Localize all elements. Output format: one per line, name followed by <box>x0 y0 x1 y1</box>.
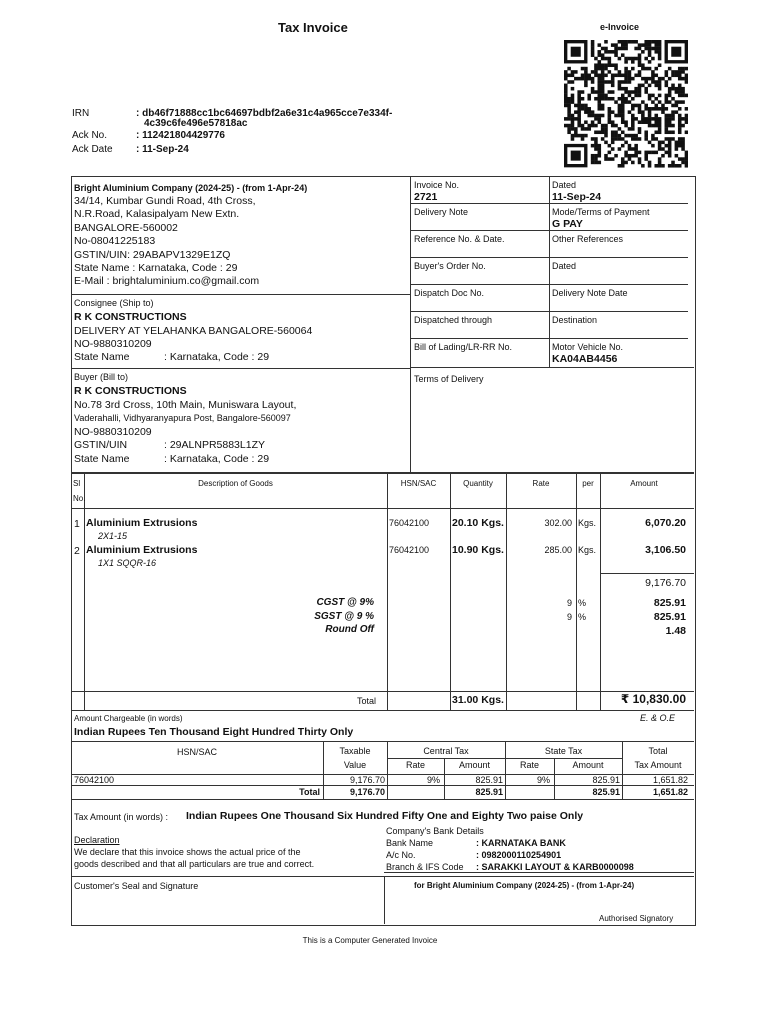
ack-date-label: Ack Date <box>72 144 113 155</box>
buyer-phone: NO-9880310209 <box>74 426 152 438</box>
consignee-name: R K CONSTRUCTIONS <box>74 311 187 323</box>
footer-text: This is a Computer Generated Invoice <box>302 936 438 945</box>
col-rate-header: Rate <box>532 479 550 488</box>
tax-total-label: Total <box>299 787 320 797</box>
declaration-line1: We declare that this invoice shows the actual price of the <box>74 847 301 857</box>
seller-line: 34/14, Kumbar Gundi Road, 4th Cross, <box>74 195 256 207</box>
destination-label: Destination <box>552 315 598 325</box>
tax-col-state-amount: Amount <box>572 760 604 770</box>
motor-vehicle-value: KA04AB4456 <box>552 353 618 365</box>
sgst-rate: 9 <box>566 612 572 622</box>
tax-col-state-rate: Rate <box>519 760 539 770</box>
divider <box>84 472 85 710</box>
tax-row-central-amount: 825.91 <box>475 775 503 785</box>
terms-of-delivery-label: Terms of Delivery <box>414 374 484 384</box>
bank-acno-value: : 0982000110254901 <box>476 850 562 860</box>
bill-of-lading-label: Bill of Lading/LR-RR No. <box>414 342 513 352</box>
divider <box>549 176 550 368</box>
item-rate: 285.00 <box>544 545 572 555</box>
col-per-header: per <box>582 479 594 488</box>
tax-col-taxable-1: Taxable <box>339 746 371 756</box>
divider <box>410 367 694 368</box>
tax-words-value: Indian Rupees One Thousand Six Hundred Fifty One and Eighty Two paise Only <box>186 810 584 822</box>
divider <box>71 799 694 800</box>
dispatched-through-label: Dispatched through <box>414 315 493 325</box>
tax-total-taxable: 9,176.70 <box>349 787 385 797</box>
sgst-amount: 825.91 <box>653 611 686 623</box>
col-hsn-header: HSN/SAC <box>400 479 437 488</box>
authorised-signatory-label: Authorised Signatory <box>599 914 674 923</box>
divider <box>384 872 694 873</box>
divider <box>410 230 688 231</box>
order-dated-label: Dated <box>552 261 577 271</box>
divider <box>410 284 688 285</box>
consignee-state-value: : Karnataka, Code : 29 <box>164 351 270 363</box>
divider <box>410 257 688 258</box>
bank-acno-label: A/c No. <box>386 850 416 860</box>
subtotal-amount: 9,176.70 <box>645 577 686 589</box>
divider <box>71 876 694 877</box>
seller-email: E-Mail : brightaluminium.co@gmail.com <box>74 275 260 288</box>
seller-line: N.R.Road, Kalasipalyam New Extn. <box>74 208 240 221</box>
divider <box>71 294 410 295</box>
cgst-rate: 9 <box>566 598 572 608</box>
buyer-address-line1: No.78 3rd Cross, 10th Main, Muniswara Layout, <box>74 399 297 411</box>
divider <box>71 741 694 742</box>
item-name: Aluminium Extrusions <box>86 517 198 529</box>
reference-label: Reference No. & Date. <box>414 234 505 244</box>
tax-col-taxable-2: Value <box>343 760 367 770</box>
tax-col-state: State Tax <box>544 746 583 756</box>
divider <box>71 368 410 369</box>
delivery-note-label: Delivery Note <box>414 207 469 217</box>
col-description-header: Description of Goods <box>198 479 273 488</box>
divider <box>410 176 411 472</box>
tax-row-taxable: 9,176.70 <box>349 775 385 785</box>
divider <box>450 472 451 710</box>
dated-value: 11-Sep-24 <box>552 191 602 203</box>
divider <box>410 338 688 339</box>
divider <box>384 876 385 924</box>
sgst-label: SGST @ 9 % <box>314 611 374 622</box>
divider <box>506 472 507 710</box>
seller-line: BANGALORE-560002 <box>74 221 178 234</box>
buyer-order-label: Buyer's Order No. <box>414 261 486 271</box>
item-hsn: 76042100 <box>389 518 430 528</box>
buyer-state-label: State Name <box>74 453 130 465</box>
item-amount: 3,106.50 <box>645 544 686 556</box>
item-amount: 6,070.20 <box>645 517 686 529</box>
round-off-amount: 1.48 <box>665 625 686 637</box>
tax-col-total-2: Tax Amount <box>634 760 682 770</box>
tax-col-total-1: Total <box>648 746 668 756</box>
item-sl: 1 <box>74 518 80 530</box>
cgst-label: CGST @ 9% <box>316 597 374 608</box>
delivery-note-date-label: Delivery Note Date <box>552 288 628 298</box>
seller-address <box>74 195 259 289</box>
item-name: Aluminium Extrusions <box>86 544 198 556</box>
bank-ifsc-value: : SARAKKI LAYOUT & KARB0000098 <box>476 862 634 872</box>
buyer-gstin-value: : 29ALNPR5883L1ZY <box>164 439 265 451</box>
tax-row-central-rate: 9% <box>426 775 440 785</box>
invoice-no-value: 2721 <box>414 191 438 203</box>
dated-label: Dated <box>552 180 577 190</box>
qr-code-icon <box>564 40 688 168</box>
col-quantity-header: Quantity <box>463 479 493 488</box>
goods-total-amount: ₹ 10,830.00 <box>620 692 686 706</box>
seller-gstin: GSTIN/UIN: 29ABAPV1329E1ZQ <box>74 248 231 261</box>
tax-total-central-amount: 825.91 <box>475 787 503 797</box>
consignee-state-label: State Name <box>74 351 130 363</box>
item-sub: 1X1 SQQR-16 <box>98 558 157 568</box>
buyer-gstin-label: GSTIN/UIN <box>74 439 128 451</box>
item-qty: 20.10 Kgs. <box>452 517 504 529</box>
sgst-percent: % <box>578 612 587 622</box>
invoice-no-label: Invoice No. <box>414 180 460 190</box>
buyer-address-line2: Vaderahalli, Vidhyaranyapura Post, Bangalore-560097 <box>74 413 291 423</box>
seller-name: Bright Aluminium Company (2024-25) - (from 1-Apr-24) <box>74 183 308 193</box>
einvoice-label: e-Invoice <box>600 22 640 32</box>
consignee-phone: NO-9880310209 <box>74 338 152 350</box>
tax-row-state-amount: 825.91 <box>592 775 620 785</box>
consignee-label: Consignee (Ship to) <box>74 298 154 308</box>
irn-value-line1: : db46f71888cc1bc64697bdbf2a6e31c4a965cce7e334f- <box>136 108 393 119</box>
ack-no-label: Ack No. <box>72 130 108 141</box>
col-no-header: No. <box>73 494 86 503</box>
ack-date-value: : 11-Sep-24 <box>136 144 189 155</box>
tax-words-label: Tax Amount (in words) : <box>74 812 169 822</box>
divider <box>600 472 601 710</box>
ack-no-value: : 112421804429776 <box>136 130 225 141</box>
seller-state: State Name : Karnataka, Code : 29 <box>74 262 238 275</box>
tax-col-central: Central Tax <box>423 746 469 756</box>
other-references-label: Other References <box>552 234 624 244</box>
declaration-title: Declaration <box>74 835 120 845</box>
for-company-label: for Bright Aluminium Company (2024-25) - (from 1-Apr-24) <box>414 881 635 890</box>
bank-details-title: Company's Bank Details <box>386 826 484 836</box>
declaration-line2: goods described and that all particulars are true and correct. <box>74 859 315 869</box>
tax-total-state-amount: 825.91 <box>592 787 620 797</box>
tax-row-total: 1,651.82 <box>652 775 688 785</box>
divider <box>71 710 694 711</box>
cgst-amount: 825.91 <box>653 597 686 609</box>
amount-words-value: Indian Rupees Ten Thousand Eight Hundred Thirty Only <box>74 726 354 738</box>
goods-total-qty: 31.00 Kgs. <box>452 694 504 706</box>
payment-terms-label: Mode/Terms of Payment <box>552 207 650 217</box>
customer-seal-label: Customer's Seal and Signature <box>74 881 199 891</box>
tax-row-state-rate: 9% <box>536 775 550 785</box>
item-sub: 2X1-15 <box>98 531 128 541</box>
tax-col-central-amount: Amount <box>458 760 491 770</box>
invoice-title: Tax Invoice <box>278 20 348 35</box>
tax-total-amount: 1,651.82 <box>652 787 688 797</box>
item-per: Kgs. <box>578 545 597 555</box>
amount-words-label: Amount Chargeable (in words) <box>74 714 183 723</box>
divider <box>410 311 688 312</box>
irn-label: IRN <box>72 108 90 119</box>
divider <box>576 472 577 710</box>
divider <box>387 472 388 710</box>
divider <box>410 203 688 204</box>
item-sl: 2 <box>74 545 80 557</box>
item-hsn: 76042100 <box>389 545 430 555</box>
buyer-name: R K CONSTRUCTIONS <box>74 385 187 397</box>
item-per: Kgs. <box>578 518 597 528</box>
col-sl-header: Sl <box>73 479 81 488</box>
consignee-address: DELIVERY AT YELAHANKA BANGALORE-560064 <box>74 325 313 337</box>
round-off-label: Round Off <box>325 624 374 635</box>
tax-col-central-rate: Rate <box>405 760 425 770</box>
cgst-percent: % <box>578 598 587 608</box>
tax-col-hsn: HSN/SAC <box>176 747 217 757</box>
payment-terms-value: G PAY <box>552 218 583 230</box>
bank-name-value: : KARNATAKA BANK <box>476 838 566 848</box>
dispatch-doc-label: Dispatch Doc No. <box>414 288 485 298</box>
bank-ifsc-label: Branch & IFS Code <box>386 862 464 872</box>
goods-total-label: Total <box>356 696 376 706</box>
bank-name-label: Bank Name <box>386 838 434 848</box>
eoe-label: E. & O.E <box>640 713 676 723</box>
tax-row-hsn: 76042100 <box>74 775 115 785</box>
item-rate: 302.00 <box>544 518 572 528</box>
irn-value-line2: 4c39c6fe496e57818ac <box>144 118 248 129</box>
buyer-label: Buyer (Bill to) <box>74 372 129 382</box>
divider <box>71 785 694 786</box>
col-amount-header: Amount <box>630 479 658 488</box>
buyer-state-value: : Karnataka, Code : 29 <box>164 453 270 465</box>
item-qty: 10.90 Kgs. <box>452 544 504 556</box>
seller-line: No-08041225183 <box>74 235 156 248</box>
divider <box>600 573 694 574</box>
motor-vehicle-label: Motor Vehicle No. <box>552 342 624 352</box>
